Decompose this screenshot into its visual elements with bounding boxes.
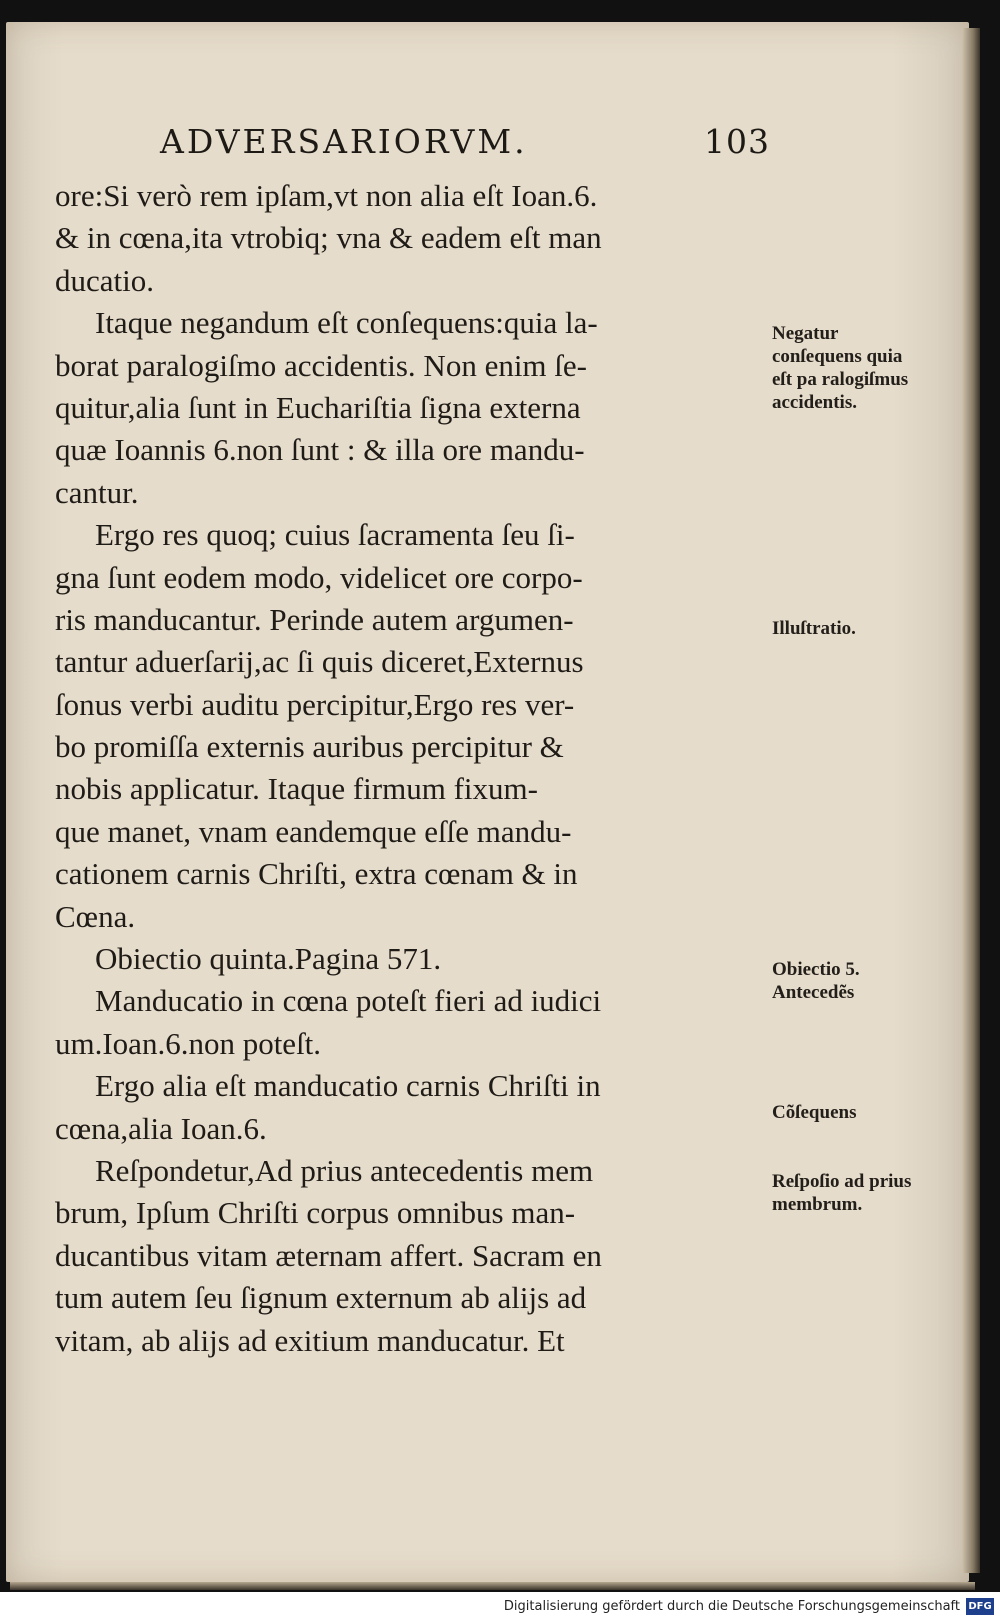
text-line: Itaque negandum eſt conſequens:quia la- (95, 305, 598, 341)
text-line: quitur,alia ſunt in Euchariſtia ſigna externa (55, 389, 581, 425)
text-line: cantur. (55, 474, 139, 510)
running-head-title: ADVERSARIORVM. (160, 122, 528, 161)
text-line: quæ Ioannis 6.non ſunt : & illa ore mandu- (55, 432, 585, 468)
margin-note: Obiectio 5. Antecedẽs (772, 959, 860, 1003)
text-line: Manducatio in cœna poteſt fieri ad iudici (95, 983, 602, 1019)
text-line: ore:Si verò rem ipſam,vt non alia eſt Ioan.6. (55, 178, 598, 213)
footer-bar (0, 1592, 1000, 1623)
text-line: Reſpondetur,Ad prius antecedentis mem (95, 1152, 594, 1188)
margin-note: Negatur conſequens quia eſt pa ralogiſmus accidentis. (772, 323, 909, 413)
page-edge-right (962, 28, 980, 1573)
text-line: borat paralogiſmo accidentis. Non enim ſe- (55, 347, 587, 383)
funding-credit: Digitalisierung gefördert durch die Deutsche Forschungsgemeinschaft (503, 1599, 960, 1614)
text-line: & in cœna,ita vtrobiq; vna & eadem eſt man (55, 220, 602, 256)
text-line: gna ſunt eodem modo, videlicet ore corpo- (55, 559, 583, 595)
text-line: brum, Ipſum Chriſti corpus omnibus man- (55, 1195, 576, 1231)
text-line: ducatio. (55, 262, 154, 298)
running-head (160, 122, 770, 166)
margin-note: Illuſtratio. (772, 618, 856, 639)
margin-note: Cõſequens (772, 1102, 857, 1123)
text-line: ris manducantur. Perinde autem argumen- (55, 601, 574, 637)
text-line: tantur aduerſarij,ac ſi quis diceret,Externus (55, 644, 584, 680)
text-line: Ergo res quoq; cuius ſacramenta ſeu ſi- (95, 517, 575, 553)
text-line: tum autem ſeu ſignum externum ab alijs ad (55, 1280, 587, 1316)
text-line: que manet, vnam eandemque eſſe mandu- (55, 813, 572, 849)
text-line: cationem carnis Chriſti, extra cœnam & in (55, 856, 578, 892)
text-line: ducantibus vitam æternam affert. Sacram en (55, 1237, 602, 1273)
page-edge-bottom (10, 1582, 975, 1590)
text-line: um.Ioan.6.non poteſt. (55, 1025, 322, 1061)
text-line: ſonus verbi auditu percipitur,Ergo res ver- (55, 686, 575, 722)
margin-note: Reſpoſio ad prius membrum. (772, 1171, 912, 1215)
text-line: Cœna. (55, 898, 136, 934)
dfg-logo: DFG (966, 1598, 994, 1615)
text-line: Ergo alia eſt manducatio carnis Chriſti in (95, 1068, 601, 1104)
text-line: bo promiſſa externis auribus percipitur & (55, 729, 564, 765)
text-line: cœna,alia Ioan.6. (55, 1110, 267, 1146)
text-line: vitam, ab alijs ad exitium manducatur. Et (55, 1322, 565, 1358)
body-text (55, 175, 755, 1362)
page-number: 103 (704, 122, 770, 161)
text-line: nobis applicatur. Itaque firmum fixum- (55, 771, 538, 807)
text-line: Obiectio quinta.Pagina 571. (95, 941, 442, 977)
